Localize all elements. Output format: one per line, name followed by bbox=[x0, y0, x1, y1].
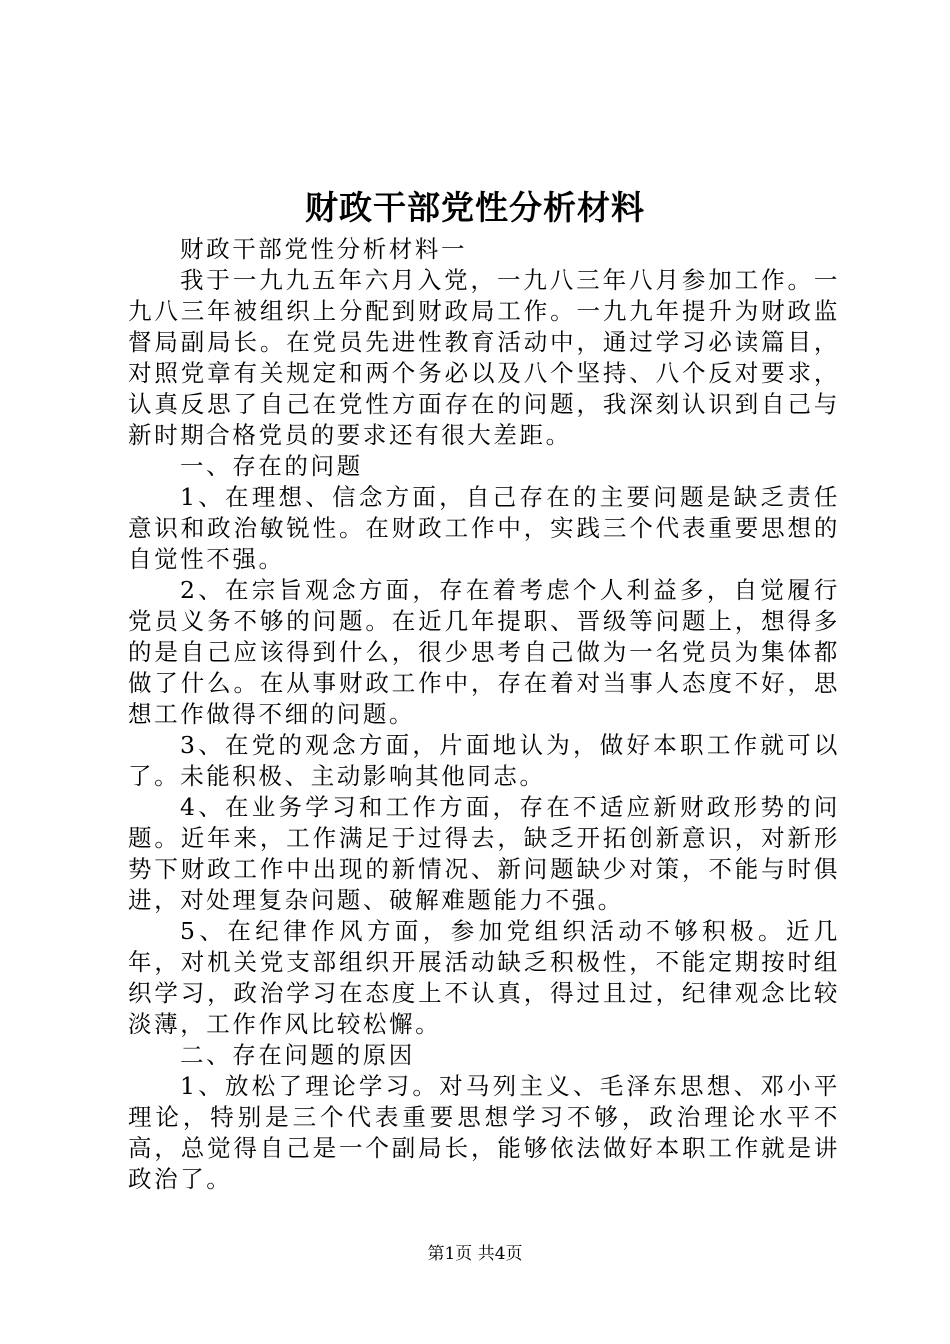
paragraph-problem-1: 1、在理想、信念方面，自己存在的主要问题是缺乏责任意识和政治敏锐性。在财政工作中，实践三个代表重要思想的自觉性不强。 bbox=[128, 483, 840, 573]
paragraph-problem-4: 4、在业务学习和工作方面，存在不适应新财政形势的问题。近年来，工作满足于过得去，缺乏开拓创新意识，对新形势下财政工作中出现的新情况、新问题缺少对策，不能与时俱进，对处理复杂问题、破解难题能力不强。 bbox=[128, 793, 840, 914]
document-title: 财政干部党性分析材料 bbox=[305, 188, 645, 227]
paragraph-cause-1: 1、放松了理论学习。对马列主义、毛泽东思想、邓小平理论，特别是三个代表重要思想学习不够，政治理论水平不高，总觉得自己是一个副局长，能够依法做好本职工作就是讲政治了。 bbox=[128, 1072, 840, 1193]
paragraph-problem-3: 3、在党的观念方面，片面地认为，做好本职工作就可以了。未能积极、主动影响其他同志。 bbox=[128, 731, 840, 790]
section-heading-problems: 一、存在的问题 bbox=[180, 452, 363, 480]
paragraph-intro: 我于一九九五年六月入党，一九八三年八月参加工作。一九八三年被组织上分配到财政局工作。一九九年提升为财政监督局副局长。在党员先进性教育活动中，通过学习必读篇目，对照党章有关规定和两个务必以及八个坚持、八个反对要求，认真反思了自己在党性方面存在的问题，我深刻认识到自己与新时期合格党员的要求还有很大差距。 bbox=[128, 266, 840, 449]
paragraph-problem-2: 2、在宗旨观念方面，存在着考虑个人利益多，自觉履行党员义务不够的问题。在近几年提职、晋级等问题上，想得多的是自己应该得到什么，很少思考自己做为一名党员为集体都做了什么。在从事财政工作中，存在着对当事人态度不好，思想工作做得不细的问题。 bbox=[128, 576, 840, 728]
section-heading-causes: 二、存在问题的原因 bbox=[180, 1041, 415, 1069]
paragraph-subtitle: 财政干部党性分析材料一 bbox=[180, 235, 468, 263]
document-body bbox=[128, 234, 840, 1195]
paragraph-problem-5: 5、在纪律作风方面，参加党组织活动不够积极。近几年，对机关党支部组织开展活动缺乏积极性，不能定期按时组织学习，政治学习在态度上不认真，得过且过，纪律观念比较淡薄，工作作风比较松懈。 bbox=[128, 917, 840, 1038]
page-footer: 第1页 共4页 bbox=[427, 1244, 523, 1264]
